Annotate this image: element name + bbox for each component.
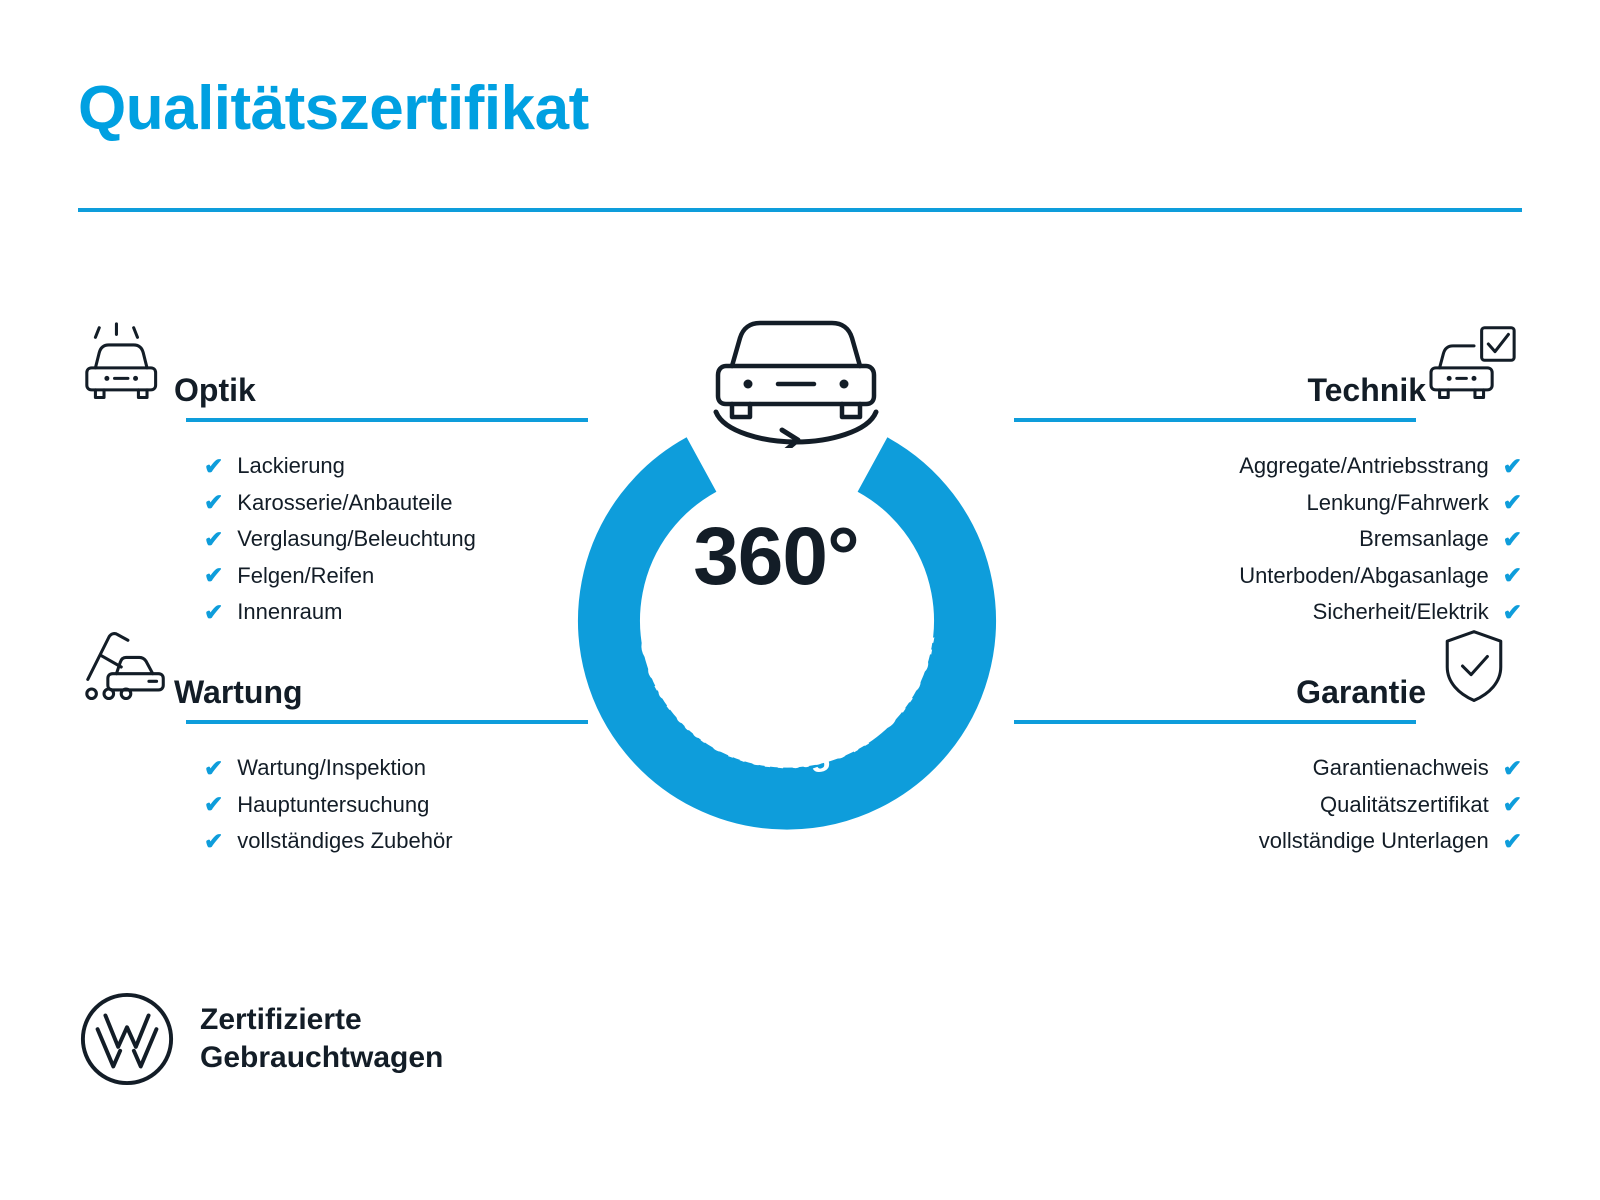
list-item-label: Karosserie/Anbauteile xyxy=(237,489,453,515)
list-item-label: Qualitätszertifikat xyxy=(1319,791,1489,817)
list-item xyxy=(1014,448,1522,485)
list-item-label: Garantienachweis xyxy=(1312,755,1489,780)
list-item-label: Bremsanlage xyxy=(1359,526,1489,551)
list-item-label: Felgen/Reifen xyxy=(237,562,375,588)
list-item xyxy=(1014,787,1522,824)
section-divider-optik xyxy=(186,418,588,422)
check-icon: ✔ xyxy=(1502,598,1522,625)
check-icon: ✔ xyxy=(204,791,224,818)
section-divider-garantie xyxy=(1014,720,1416,724)
list-item xyxy=(78,485,588,522)
check-icon: ✔ xyxy=(204,489,224,516)
list-item xyxy=(1014,521,1522,558)
list-item-label: Lenkung/Fahrwerk xyxy=(1306,489,1489,515)
list-item-label: vollständiges Zubehör xyxy=(237,828,453,853)
title-divider xyxy=(78,208,1522,212)
list-item-label: Lackierung xyxy=(237,453,345,478)
ring-label: Gebrauchtwagen-Check xyxy=(631,629,943,777)
list-item-label: Innenraum xyxy=(237,599,343,624)
list-item xyxy=(1014,750,1522,787)
footer-line-1: Zertifizierte xyxy=(200,1003,362,1036)
list-item xyxy=(78,787,588,824)
footer-branding xyxy=(78,990,443,1088)
section-divider-technik xyxy=(1014,418,1416,422)
list-item xyxy=(78,448,588,485)
list-item xyxy=(78,750,588,787)
list-item-label: Sicherheit/Elektrik xyxy=(1312,599,1489,624)
list-item-label: Unterboden/Abgasanlage xyxy=(1239,562,1489,588)
check-icon: ✔ xyxy=(1502,562,1522,589)
list-item-label: vollständige Unterlagen xyxy=(1258,828,1489,853)
list-item xyxy=(1014,823,1522,860)
list-item xyxy=(78,521,588,558)
section-wartung xyxy=(78,620,588,860)
car-checklist-icon xyxy=(1426,322,1522,408)
section-title-garantie: Garantie xyxy=(1296,674,1426,710)
section-title-wartung: Wartung xyxy=(174,674,303,710)
check-icon: ✔ xyxy=(204,827,224,854)
technik-item-list xyxy=(1014,448,1522,631)
list-item xyxy=(1014,558,1522,595)
check-icon: ✔ xyxy=(1502,827,1522,854)
section-title-optik: Optik xyxy=(174,372,256,408)
check-icon: ✔ xyxy=(204,562,224,589)
check-icon: ✔ xyxy=(204,525,224,552)
footer-text xyxy=(200,1001,443,1077)
list-item xyxy=(1014,485,1522,522)
check-icon: ✔ xyxy=(1502,489,1522,516)
section-garantie xyxy=(1014,620,1522,860)
section-optik xyxy=(78,318,588,631)
list-item xyxy=(78,558,588,595)
car-front-shine-icon xyxy=(78,322,174,408)
car-lift-icon xyxy=(78,624,174,710)
optik-item-list xyxy=(78,448,588,631)
list-item-label: Verglasung/Beleuchtung xyxy=(237,526,476,551)
list-item-label: Wartung/Inspektion xyxy=(237,755,427,780)
vw-logo xyxy=(78,990,176,1088)
check-icon: ✔ xyxy=(1502,525,1522,552)
check-icon: ✔ xyxy=(1502,452,1522,479)
wartung-item-list xyxy=(78,750,588,860)
shield-check-icon xyxy=(1426,624,1522,710)
check-icon: ✔ xyxy=(204,452,224,479)
check-icon: ✔ xyxy=(204,598,224,625)
check-icon: ✔ xyxy=(1502,791,1522,818)
check-ring xyxy=(577,410,997,830)
check-icon: ✔ xyxy=(1502,754,1522,781)
garantie-item-list xyxy=(1014,750,1522,860)
list-item-label: Hauptuntersuchung xyxy=(237,791,430,817)
page-title: Qualitätszertifikat xyxy=(78,74,589,143)
section-title-technik: Technik xyxy=(1307,372,1426,408)
badge-360-label: 360° xyxy=(693,511,859,602)
footer-line-2: Gebrauchtwagen xyxy=(200,1041,444,1074)
gebrauchtwagen-check-badge xyxy=(566,300,1034,800)
section-technik xyxy=(1014,318,1522,631)
list-item-label: Aggregate/Antriebsstrang xyxy=(1239,453,1489,478)
list-item xyxy=(78,823,588,860)
check-icon: ✔ xyxy=(204,754,224,781)
section-divider-wartung xyxy=(186,720,588,724)
